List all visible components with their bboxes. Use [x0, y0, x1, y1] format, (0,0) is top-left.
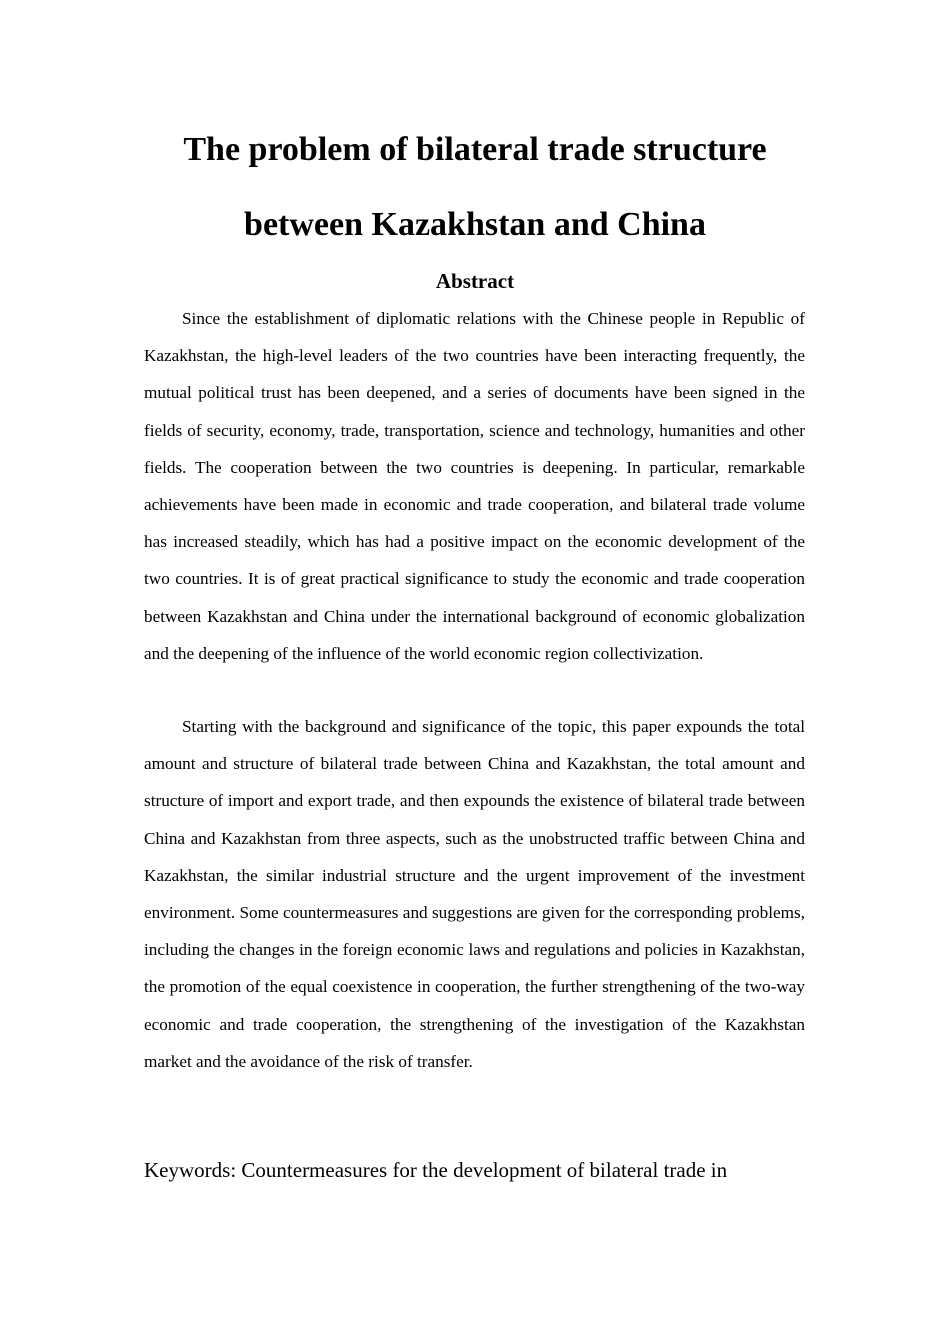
abstract-paragraph-1: Since the establishment of diplomatic relations with the Chinese people in Republic of Kazakhstan, the high-level leaders of the two countries have been interacting frequently, the mutual political trust has been deepened, and a series of documents have been signed in the fields of security, economy, trade, transportation, science and technology, humanities and other fields. The cooperation between the two countries is deepening. In particular, remarkable achievements have been made in economic and trade cooperation, and bilateral trade volume has increased steadily, which has had a positive impact on the economic development of the two countries. It is of great practical significance to study the economic and trade cooperation between Kazakhstan and China under the international background of economic globalization and the deepening of the influence of the world economic region collectivization.	[144, 309, 805, 663]
title-line-2: between Kazakhstan and China	[244, 206, 706, 243]
abstract-paragraph-2: Starting with the background and significance of the topic, this paper expounds the total amount and structure of bilateral trade between China and Kazakhstan, the total amount and structure of import and export trade, and then expounds the existence of bilateral trade between China and Kazakhstan from three aspects, such as the unobstructed traffic between China and Kazakhstan, the similar industrial structure and the urgent improvement of the investment environment. Some countermeasures and suggestions are given for the corresponding problems, including the changes in the foreign economic laws and regulations and policies in Kazakhstan, the promotion of the equal coexistence in cooperation, the further strengthening of the two-way economic and trade cooperation, the strengthening of the investigation of the Kazakhstan market and the avoidance of the risk of transfer.	[144, 717, 805, 1071]
keywords-line: Keywords: Countermeasures for the development of bilateral trade in	[144, 1158, 728, 1182]
title-line-1: The problem of bilateral trade structure	[183, 131, 767, 168]
abstract-heading: Abstract	[435, 269, 515, 293]
